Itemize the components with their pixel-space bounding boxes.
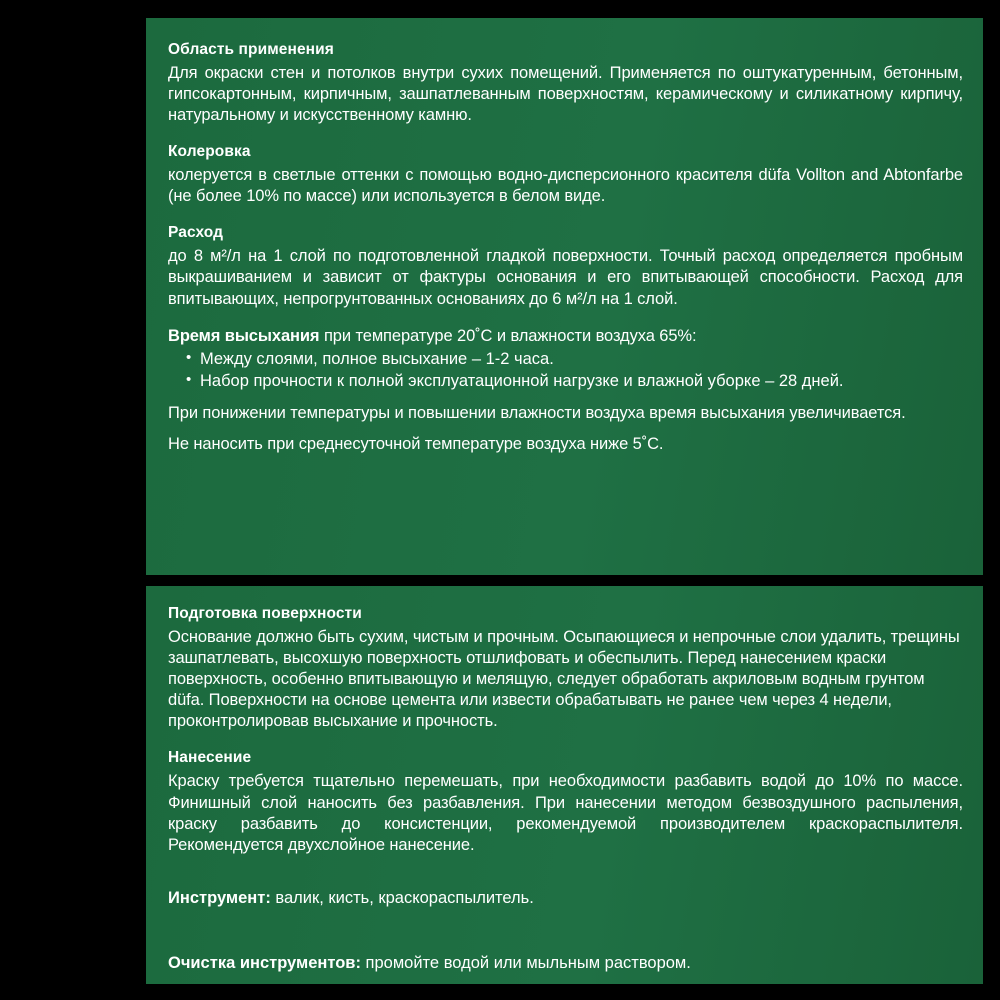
- tools-line: [168, 888, 963, 909]
- section-body-application: Для окраски стен и потолков внутри сухих помещений. Применяется по оштукатуренным, бетонным, гипсокартонным, кирпичным, зашпатлеванным поверхностям, керамическому и силикатному кирпичу, натуральному и искусственному камню.: [168, 63, 963, 125]
- section-body-consumption: до 8 м²/л на 1 слой по подготовленной гладкой поверхности. Точный расход определяется пробным выкрашиванием и зависит от фактуры основания и его впитывающей способности. Расход для впитывающих, непрогрунтованных основаниях до 6 м²/л на 1 слой.: [168, 247, 963, 308]
- panel-application-info: [146, 18, 983, 575]
- section-title-drying: [168, 326, 963, 347]
- section-title-consumption: Расход: [168, 224, 224, 242]
- spacer: [168, 424, 963, 434]
- cleaning-line: [168, 953, 963, 974]
- drying-bullet-list: [168, 349, 963, 392]
- section-title-applying: Нанесение: [168, 749, 252, 767]
- section-title-surface-prep: Подготовка поверхности: [168, 605, 362, 622]
- section-body-tinting: колеруется в светлые оттенки с помощью водно-дисперсионного красителя düfa Vollton and Abtonfarbe (не более 10% по массе) или используется в белом виде.: [168, 166, 963, 206]
- panel-surface-and-application: [146, 586, 983, 984]
- spacer: [168, 126, 963, 142]
- section-body-applying: Краску требуется тщательно перемешать, при необходимости разбавить водой до 10% по массе. Финишный слой наносить без разбавления. При нанесении методом безвоздушного распыления, краску разбавить до консистенции, рекомендуемой производителем краскораспылителя. Рекомендуется двухслойное нанесение.: [168, 772, 963, 854]
- tools-value: валик, кисть, краскораспылитель.: [270, 889, 534, 908]
- cleaning-value: промойте водой или мыльным раствором.: [360, 953, 691, 972]
- drying-label: Время высыхания: [168, 326, 320, 345]
- spacer: [168, 393, 963, 403]
- list-item: • Набор прочности к полной эксплуатационной нагрузке и влажной уборке – 28 дней.: [186, 371, 963, 392]
- drying-note-temperature: При понижении температуры и повышении влажности воздуха время высыхания увеличивается.: [168, 403, 906, 422]
- spacer: [168, 856, 963, 872]
- drying-note-minimum: Не наносить при среднесуточной температуре воздуха ниже 5˚C.: [168, 435, 664, 454]
- cleaning-label: Очистка инструментов:: [168, 953, 361, 972]
- section-title-tinting: Колеровка: [168, 143, 251, 161]
- section-body-surface-prep: Основание должно быть сухим, чистым и прочным. Осыпающиеся и непрочные слои удалить, трещины зашпатлевать, высохшую поверхность отшлифовать и обеспылить. Перед нанесением краски поверхность, особенно впитывающую и мелящую, следует обработать акриловым водным грунтом düfa. Поверхности на основе цемента или извести обрабатывать не ранее чем через 4 недели, проконтролировав высыхание и прочность.: [168, 627, 960, 731]
- list-item: • Между слоями, полное высыхание – 1-2 часа.: [186, 349, 963, 370]
- spacer: [168, 926, 963, 936]
- section-title-application: Область применения: [168, 41, 334, 58]
- spacer: [168, 732, 963, 748]
- spacer: [168, 310, 963, 326]
- drying-conditions: при температуре 20˚C и влажности воздуха 65%:: [319, 326, 697, 345]
- tools-label: Инструмент:: [168, 889, 271, 908]
- spacer: [168, 207, 963, 223]
